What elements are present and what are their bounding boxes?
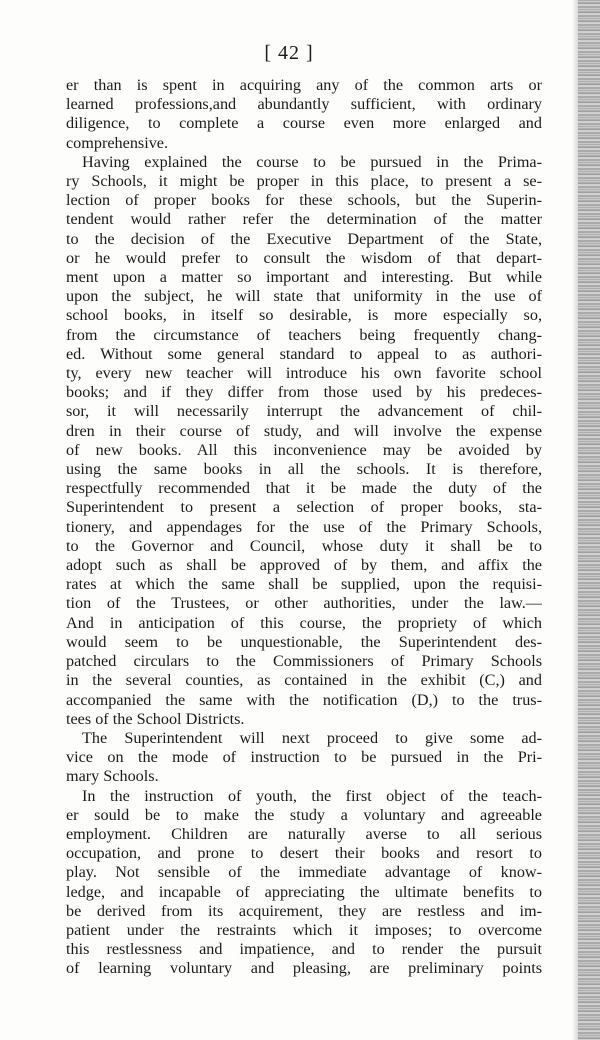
text-line: to the decision of the Executive Department of the State, (66, 229, 542, 248)
text-line: tees of the School Districts. (66, 709, 245, 728)
text-line: vice on the mode of instruction to be pursued in the Pri- (66, 748, 542, 767)
text-line: sor, it will necessarily interrupt the advancement of chil- (66, 402, 542, 421)
text-line: from the circumstance of teachers being frequently chang- (66, 325, 542, 344)
text-line: ment upon a matter so important and interesting. But while (66, 268, 542, 287)
text-line: books; and if they differ from those used by his predeces- (66, 383, 542, 402)
text-line: And in anticipation of this course, the propriety of which (66, 613, 542, 632)
text-line: upon the subject, he will state that uniformity in the use of (66, 287, 542, 306)
text-line: be derived from its acquirement, they are restless and im- (66, 901, 542, 920)
body-text (66, 76, 542, 979)
text-line: occupation, and prone to desert their books and resort to (66, 844, 542, 863)
text-line: diligence, to complete a course even more enlarged and (66, 114, 542, 133)
text-line: tendent would rather refer the determination of the matter (66, 210, 542, 229)
text-line: would seem to be unquestionable, the Superintendent des- (66, 632, 542, 651)
text-line: lection of proper books for these schools, but the Superin- (66, 191, 542, 210)
text-line: In the instruction of youth, the first object of the teach- (82, 786, 542, 805)
text-line: in the several counties, as contained in the exhibit (C,) and (66, 671, 542, 690)
text-line: ed. Without some general standard to appeal to as authori- (66, 344, 542, 363)
text-line: Superintendent to present a selection of proper books, sta- (66, 498, 542, 517)
text-line: comprehensive. (66, 133, 169, 152)
text-line: employment. Children are naturally averse to all serious (66, 824, 542, 843)
text-line: respectfully recommended that it be made the duty of the (66, 479, 542, 498)
text-line: patched circulars to the Commissioners of Primary Schools (66, 652, 542, 671)
scan-binding-edge (578, 0, 600, 1040)
text-line: er than is spent in acquiring any of the common arts or (66, 76, 542, 94)
text-line: learned professions,and abundantly sufficient, with ordinary (66, 95, 542, 114)
text-line: tionery, and appendages for the use of the Primary Schools, (66, 517, 542, 536)
text-line: er sould be to make the study a voluntary and agreeable (66, 805, 542, 824)
text-line: school books, in itself so desirable, is more especially so, (66, 306, 542, 325)
text-line: this restlessness and impatience, and to render the pursuit (66, 940, 542, 959)
page-number: [ 42 ] (264, 42, 314, 64)
text-line: dren in their course of study, and will involve the expense (66, 421, 542, 440)
text-line: using the same books in all the schools. It is therefore, (66, 460, 542, 479)
text-line: of learning voluntary and pleasing, are preliminary points (66, 959, 542, 978)
text-line: patient under the restraints which it imposes; to overcome (66, 920, 542, 939)
text-line: rates at which the same shall be supplied, upon the requisi- (66, 575, 542, 594)
text-line: tion of the Trustees, or other authorities, under the law.— (66, 594, 542, 613)
text-line: adopt such as shall be approved of by them, and affix the (66, 556, 542, 575)
text-line: to the Governor and Council, whose duty it shall be to (66, 536, 542, 555)
text-line: or he would prefer to consult the wisdom of that depart- (66, 248, 542, 267)
text-line: accompanied the same with the notification (D,) to the trus- (66, 690, 542, 709)
text-line: Having explained the course to be pursued in the Prima- (82, 152, 542, 171)
text-line: The Superintendent will next proceed to give some ad- (82, 728, 542, 747)
text-line: ledge, and incapable of appreciating the ultimate benefits to (66, 882, 542, 901)
text-line: of new books. All this inconvenience may be avoided by (66, 440, 542, 459)
text-line: ry Schools, it might be proper in this place, to present a se- (66, 172, 542, 191)
text-line: mary Schools. (66, 767, 159, 786)
text-line: ty, every new teacher will introduce his own favorite school (66, 364, 542, 383)
text-line: play. Not sensible of the immediate advantage of know- (66, 863, 542, 882)
